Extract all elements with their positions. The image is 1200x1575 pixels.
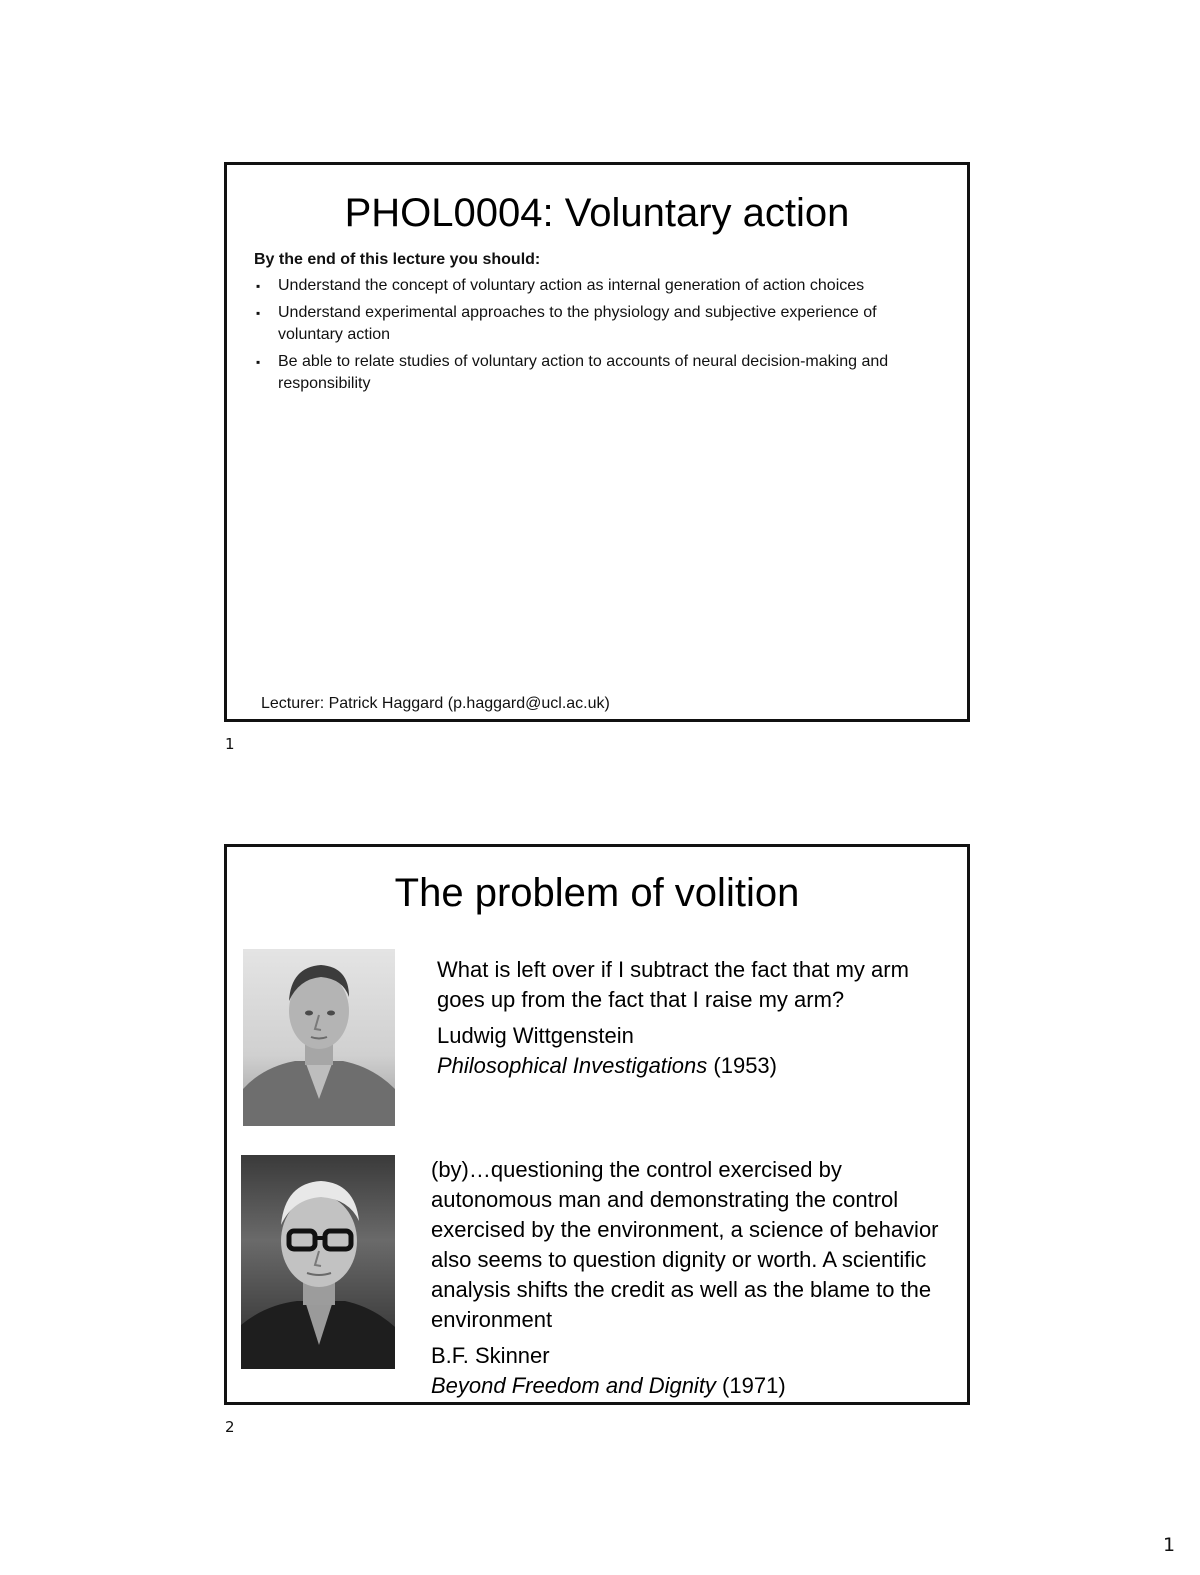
slide-2-title: The problem of volition bbox=[394, 871, 800, 915]
objective-text: Be able to relate studies of voluntary action to accounts of neural decision-making and responsibility bbox=[278, 353, 889, 392]
wittgenstein-quote bbox=[437, 955, 957, 1081]
skinner-photo bbox=[241, 1155, 395, 1369]
bullet-icon: ▪ bbox=[256, 306, 261, 320]
quote-author: Ludwig Wittgenstein bbox=[437, 1023, 634, 1048]
quote-work-title: Philosophical Investigations bbox=[437, 1053, 708, 1078]
page-number: 1 bbox=[1163, 1534, 1176, 1556]
bullet-icon: ▪ bbox=[256, 355, 261, 369]
slide-2 bbox=[224, 844, 970, 1405]
quote-work-title: Beyond Freedom and Dignity bbox=[431, 1373, 716, 1398]
objective-item bbox=[254, 302, 904, 346]
lecturer-info: Lecturer: Patrick Haggard (p.haggard@ucl.ac.uk) bbox=[261, 695, 610, 712]
quote-author: B.F. Skinner bbox=[431, 1343, 550, 1368]
quote-source bbox=[437, 1051, 957, 1081]
slide-1-title: PHOL0004: Voluntary action bbox=[344, 191, 850, 235]
objective-item bbox=[254, 275, 904, 297]
wittgenstein-photo bbox=[243, 949, 395, 1126]
quote-source bbox=[431, 1371, 951, 1401]
objective-item bbox=[254, 351, 904, 395]
skinner-portrait-icon bbox=[241, 1155, 395, 1369]
quote-text: What is left over if I subtract the fact that my arm goes up from the fact that I raise my arm? bbox=[437, 957, 909, 1012]
objective-text: Understand the concept of voluntary action as internal generation of action choices bbox=[278, 277, 865, 294]
objectives-list bbox=[254, 275, 904, 400]
quote-text: (by)…questioning the control exercised by autonomous man and demonstrating the control exercised by the environment, a science of behavior also seems to question dignity or worth. A scientific analysis shifts the credit as well as the blame to the environment bbox=[431, 1157, 939, 1332]
quote-year: (1953) bbox=[707, 1053, 777, 1078]
wittgenstein-portrait-icon bbox=[243, 949, 395, 1126]
bullet-icon: ▪ bbox=[256, 279, 261, 293]
slide-2-number: 2 bbox=[225, 1418, 235, 1436]
skinner-quote bbox=[431, 1155, 951, 1401]
objectives-heading: By the end of this lecture you should: bbox=[254, 251, 541, 268]
objective-text: Understand experimental approaches to the physiology and subjective experience of voluntary action bbox=[278, 304, 877, 343]
slide-1-number: 1 bbox=[225, 735, 235, 753]
slide-1 bbox=[224, 162, 970, 722]
quote-year: (1971) bbox=[715, 1373, 786, 1398]
